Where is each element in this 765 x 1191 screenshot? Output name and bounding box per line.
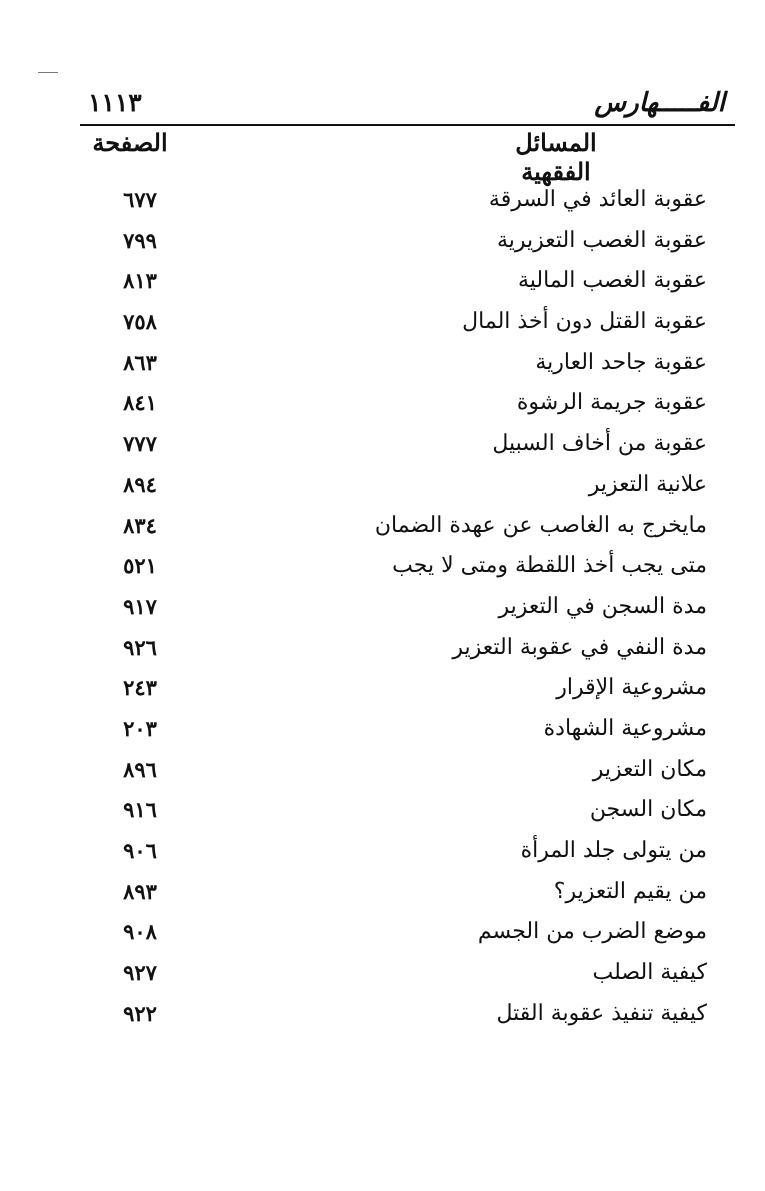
entry-topic: متى يجب أخذ اللقطة ومتى لا يجب: [392, 553, 707, 579]
index-entry: [0, 797, 765, 838]
index-entry: [0, 309, 765, 350]
entry-topic: مدة السجن في التعزير: [498, 593, 707, 619]
entry-topic: عقوبة جريمة الرشوة: [516, 390, 707, 416]
entry-page: ٨٩٣: [123, 878, 157, 904]
column-header-topics: المسائل الفقهية: [515, 128, 597, 186]
entry-page: ٢٤٣: [123, 675, 157, 701]
index-entry: [0, 879, 765, 920]
entry-topic: موضع الضرب من الجسم: [477, 919, 707, 945]
entry-page: ٥٢١: [123, 553, 157, 579]
page-number: ١١١٣: [88, 88, 142, 117]
entry-page: ٢٠٣: [123, 715, 157, 741]
entry-page: ٦٧٧: [123, 187, 157, 212]
entry-page: ٨٣٤: [123, 512, 157, 538]
entry-topic: مايخرج به الغاصب عن عهدة الضمان: [374, 512, 707, 538]
index-entry: [0, 716, 765, 757]
entry-topic: مدة النفي في عقوبة التعزير: [452, 634, 707, 660]
entry-page: ٩٠٨: [123, 919, 157, 945]
index-list: [0, 187, 765, 1041]
index-entry: [0, 1001, 765, 1042]
index-entry: [0, 187, 765, 228]
entry-page: ٨٤١: [123, 390, 157, 416]
index-entry: [0, 228, 765, 269]
entry-topic: كيفية الصلب: [592, 960, 707, 986]
entry-page: ٧٩٩: [123, 227, 157, 253]
entry-topic: من يتولى جلد المرأة: [520, 838, 707, 863]
entry-page: ٨٩٦: [123, 756, 157, 782]
index-entry: [0, 594, 765, 635]
entry-topic: مشروعية الشهادة: [543, 715, 707, 741]
entry-page: ٩٢٦: [123, 634, 157, 660]
entry-topic: مشروعية الإقرار: [556, 675, 707, 701]
entry-topic: عقوبة القتل دون أخذ المال: [462, 309, 707, 335]
column-header-page: الصفحة: [92, 128, 168, 157]
entry-page: ٩١٦: [123, 797, 157, 823]
header-rule: [80, 124, 735, 126]
entry-topic: عقوبة الغصب التعزيرية: [496, 227, 707, 253]
entry-topic: عقوبة من أخاف السبيل: [492, 431, 707, 457]
entry-topic: مكان السجن: [589, 797, 707, 823]
index-entry: [0, 350, 765, 391]
index-entry: [0, 390, 765, 431]
running-header-title: الفـــــهارس: [594, 88, 725, 118]
entry-page: ٧٥٨: [123, 309, 157, 335]
entry-topic: عقوبة الغصب المالية: [517, 268, 707, 294]
entry-page: ٩٢٢: [123, 1000, 157, 1026]
entry-page: ٧٧٧: [123, 431, 157, 457]
index-entry: [0, 472, 765, 513]
entry-topic: مكان التعزير: [592, 756, 707, 782]
index-entry: [0, 919, 765, 960]
index-entry: [0, 757, 765, 798]
index-entry: [0, 960, 765, 1001]
entry-topic: علانية التعزير: [588, 471, 707, 497]
index-entry: [0, 838, 765, 879]
entry-page: ٨٩٤: [123, 471, 157, 497]
entry-topic: من يقيم التعزير؟: [553, 878, 707, 904]
index-entry: [0, 635, 765, 676]
scan-mark: [38, 72, 58, 73]
entry-page: ٩٠٦: [123, 838, 157, 863]
entry-topic: عقوبة جاحد العارية: [535, 349, 707, 375]
entry-topic: عقوبة العائد في السرقة: [488, 187, 707, 212]
entry-page: ٩٢٧: [123, 960, 157, 986]
index-entry: [0, 513, 765, 554]
entry-topic: كيفية تنفيذ عقوبة القتل: [496, 1000, 707, 1026]
entry-page: ٩١٧: [123, 593, 157, 619]
entry-page: ٨٦٣: [123, 349, 157, 375]
index-entry: [0, 431, 765, 472]
index-entry: [0, 675, 765, 716]
index-entry: [0, 553, 765, 594]
entry-page: ٨١٣: [123, 268, 157, 294]
index-entry: [0, 268, 765, 309]
